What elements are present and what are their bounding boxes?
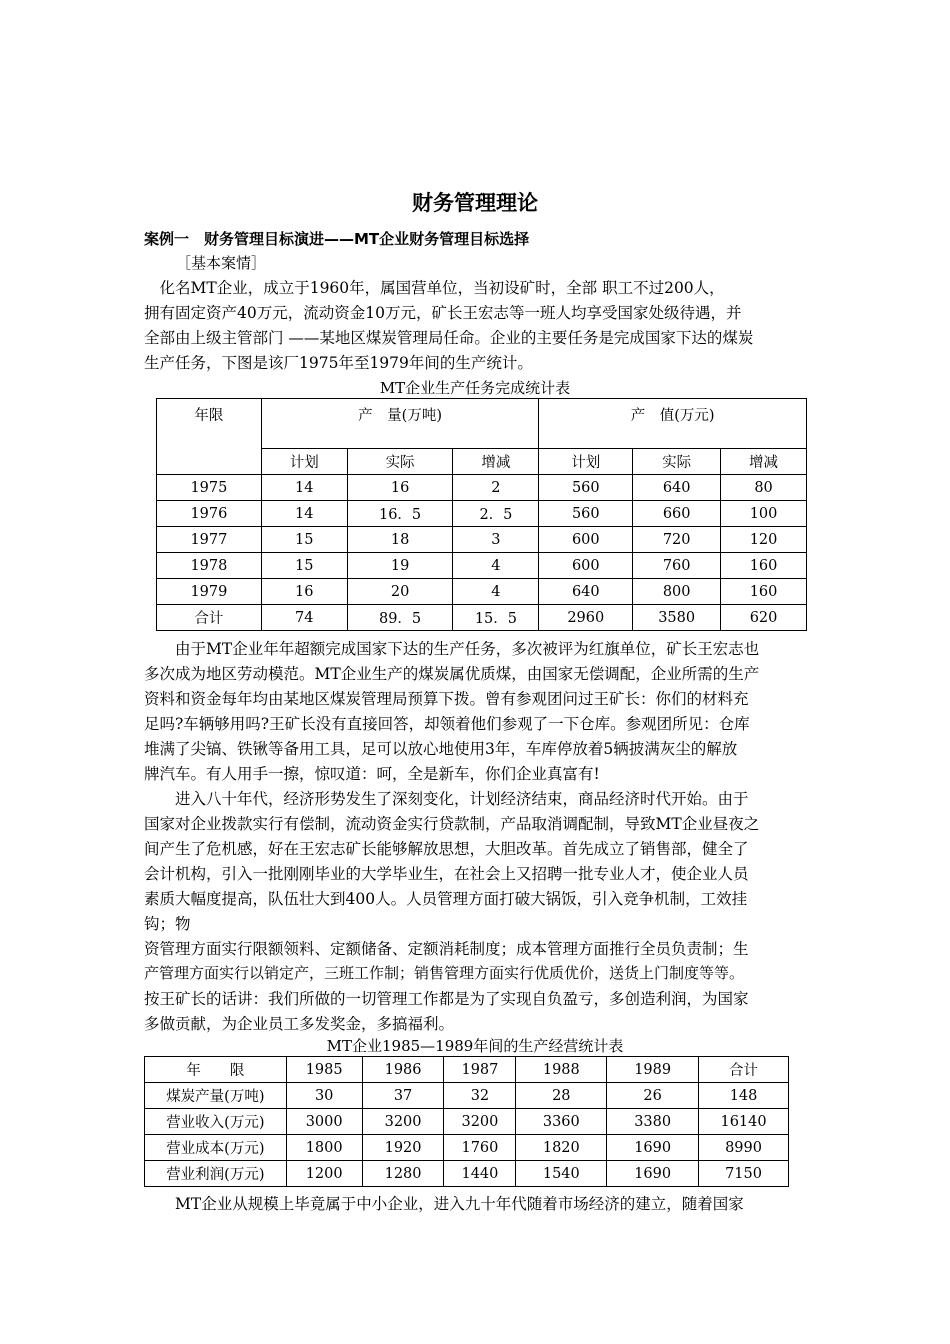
cell: 1978 (157, 553, 262, 579)
year-header: 年限 (157, 399, 262, 475)
paragraph-line: 间产生了危机感，好在王宏志矿长能够解放思想，大胆改革。首先成立了销售部，健全了 (144, 840, 749, 858)
value-group-header: 产 值(万元) (539, 399, 807, 449)
paragraph-line: 按王矿长的话讲：我们所做的一切管理工作都是为了实现自负盈亏，多创造利润，为国家 (144, 990, 749, 1008)
cell: 89．5 (347, 605, 453, 631)
sub-header: 实际 (633, 449, 721, 475)
cell: 8990 (699, 1135, 789, 1161)
cell: 1760 (444, 1135, 516, 1161)
cell: 74 (261, 605, 347, 631)
header-cell: 1987 (444, 1057, 516, 1083)
cell: 14 (261, 501, 347, 527)
cell: 560 (539, 475, 633, 501)
sub-header: 增减 (721, 449, 807, 475)
cell: 15．5 (453, 605, 539, 631)
cell: 120 (721, 527, 807, 553)
header-cell: 1986 (362, 1057, 444, 1083)
cell: 1280 (362, 1161, 444, 1187)
section-heading: ［基本案情］ (176, 254, 267, 272)
paragraph-line: 会计机构，引入一批刚刚毕业的大学毕业生，在社会上又招聘一批专业人才，使企业人员 (144, 865, 749, 883)
cell: 30 (286, 1083, 362, 1109)
cell: 3580 (633, 605, 721, 631)
cell: 4 (453, 553, 539, 579)
paragraph-line: 生产任务，下图是该厂1975年至1979年间的生产统计。 (144, 354, 533, 372)
paragraph-line: 全部由上级主管部门 ——某地区煤炭管理局任命。企业的主要任务是完成国家下达的煤炭 (144, 329, 754, 347)
cell: 16140 (699, 1109, 789, 1135)
cell: 148 (699, 1083, 789, 1109)
cell: 2．5 (453, 501, 539, 527)
output-group-header: 产 量(万吨) (261, 399, 539, 449)
table-row (157, 579, 807, 605)
sub-header: 实际 (347, 449, 453, 475)
cell: 3360 (516, 1109, 607, 1135)
cell: 4 (453, 579, 539, 605)
paragraph-line: 足吗?车辆够用吗?王矿长没有直接回答，却领着他们参观了一下仓库。参观团所见：仓库 (144, 715, 750, 733)
paragraph-line: 牌汽车。有人用手一擦，惊叹道：呵，全是新车，你们企业真富有! (144, 765, 600, 783)
header-cell: 1988 (516, 1057, 607, 1083)
cell: 1800 (286, 1135, 362, 1161)
cell: 20 (347, 579, 453, 605)
cell: 7150 (699, 1161, 789, 1187)
paragraph-line: 资料和资金每年均由某地区煤炭管理局预算下拨。曾有参观团问过王矿长：你们的材料充 (144, 690, 749, 708)
cell: 营业收入(万元) (145, 1109, 287, 1135)
cell: 640 (633, 475, 721, 501)
paragraph-line: MT企业从规模上毕竟属于中小企业，进入九十年代随着市场经济的建立，随着国家 (144, 1195, 744, 1213)
paragraph-line: 素质大幅度提高，队伍壮大到400人。人员管理方面打破大锅饭，引入竞争机制，工效挂 (144, 890, 748, 908)
cell: 18 (347, 527, 453, 553)
cell: 14 (261, 475, 347, 501)
paragraph-line: 拥有固定资产40万元，流动资金10万元，矿长王宏志等一班人均享受国家处级待遇，并 (144, 304, 742, 322)
cell: 1690 (607, 1161, 699, 1187)
cell: 2 (453, 475, 539, 501)
cell: 1200 (286, 1161, 362, 1187)
cell: 720 (633, 527, 721, 553)
cell: 760 (633, 553, 721, 579)
cell: 1975 (157, 475, 262, 501)
sub-header: 计划 (539, 449, 633, 475)
cell: 煤炭产量(万吨) (145, 1083, 287, 1109)
paragraph-line: 化名MT企业，成立于1960年，属国营单位，当初设矿时，全部 职工不过200人， (144, 279, 725, 297)
header-cell: 1985 (286, 1057, 362, 1083)
cell: 160 (721, 553, 807, 579)
cell: 1976 (157, 501, 262, 527)
cell: 1979 (157, 579, 262, 605)
cell: 16 (261, 579, 347, 605)
paragraph-line: 进入八十年代，经济形势发生了深刻变化，计划经济结束，商品经济时代开始。由于 (144, 790, 749, 808)
header-cell: 年 限 (145, 1057, 287, 1083)
table-row (157, 553, 807, 579)
cell: 19 (347, 553, 453, 579)
table-row (157, 475, 807, 501)
table2-caption: MT企业1985—1989年间的生产经营统计表 (326, 1037, 624, 1055)
cell: 16．5 (347, 501, 453, 527)
cell: 1540 (516, 1161, 607, 1187)
cell: 3200 (444, 1109, 516, 1135)
paragraph-line: 钩；物 (144, 915, 191, 933)
cell: 160 (721, 579, 807, 605)
cell: 28 (516, 1083, 607, 1109)
production-table (156, 398, 807, 631)
cell: 15 (261, 527, 347, 553)
cell: 3 (453, 527, 539, 553)
cell: 80 (721, 475, 807, 501)
table-row (157, 501, 807, 527)
cell: 32 (444, 1083, 516, 1109)
cell: 营业利润(万元) (145, 1161, 287, 1187)
paragraph-line: 多做贡献，为企业员工多发奖金，多搞福利。 (144, 1015, 455, 1033)
table-row (145, 1135, 789, 1161)
paragraph-line: 国家对企业拨款实行有偿制，流动资金实行贷款制，产品取消调配制，导致MT企业昼夜之 (144, 815, 760, 833)
table-row (157, 605, 807, 631)
cell: 1977 (157, 527, 262, 553)
cell: 37 (362, 1083, 444, 1109)
table-row (145, 1161, 789, 1187)
header-cell: 合计 (699, 1057, 789, 1083)
table-row (157, 527, 807, 553)
page-title: 财务管理理论 (412, 191, 538, 215)
cell: 600 (539, 553, 633, 579)
cell: 800 (633, 579, 721, 605)
cell: 15 (261, 553, 347, 579)
cell: 3380 (607, 1109, 699, 1135)
sub-header: 计划 (261, 449, 347, 475)
paragraph-line: 资管理方面实行限额领料、定额储备、定额消耗制度；成本管理方面推行全员负责制；生 (144, 940, 749, 958)
table-row (145, 1083, 789, 1109)
cell: 1920 (362, 1135, 444, 1161)
cell: 26 (607, 1083, 699, 1109)
table1-caption: MT企业生产任务完成统计表 (379, 379, 571, 397)
table-row (145, 1109, 789, 1135)
cell: 100 (721, 501, 807, 527)
case-heading: 案例一 财务管理目标演进——MT企业财务管理目标选择 (144, 230, 530, 248)
cell: 3200 (362, 1109, 444, 1135)
paragraph-line: 堆满了尖镐、铁锹等备用工具，足可以放心地使用3年，车库停放着5辆披满灰尘的解放 (144, 740, 738, 758)
cell: 640 (539, 579, 633, 605)
cell: 合计 (157, 605, 262, 631)
header-cell: 1989 (607, 1057, 699, 1083)
cell: 1440 (444, 1161, 516, 1187)
paragraph-line: 多次成为地区劳动模范。MT企业生产的煤炭属优质煤，由国家无偿调配，企业所需的生产 (144, 665, 760, 683)
table-header-row (145, 1057, 789, 1083)
cell: 3000 (286, 1109, 362, 1135)
cell: 620 (721, 605, 807, 631)
cell: 营业成本(万元) (145, 1135, 287, 1161)
cell: 2960 (539, 605, 633, 631)
paragraph-line: 产管理方面实行以销定产，三班工作制；销售管理方面实行优质优价，送货上门制度等等。 (144, 964, 745, 982)
operations-table (144, 1056, 789, 1187)
paragraph-line: 由于MT企业年年超额完成国家下达的生产任务，多次被评为红旗单位，矿长王宏志也 (144, 640, 760, 658)
cell: 600 (539, 527, 633, 553)
cell: 560 (539, 501, 633, 527)
cell: 16 (347, 475, 453, 501)
sub-header: 增减 (453, 449, 539, 475)
cell: 660 (633, 501, 721, 527)
cell: 1690 (607, 1135, 699, 1161)
cell: 1820 (516, 1135, 607, 1161)
